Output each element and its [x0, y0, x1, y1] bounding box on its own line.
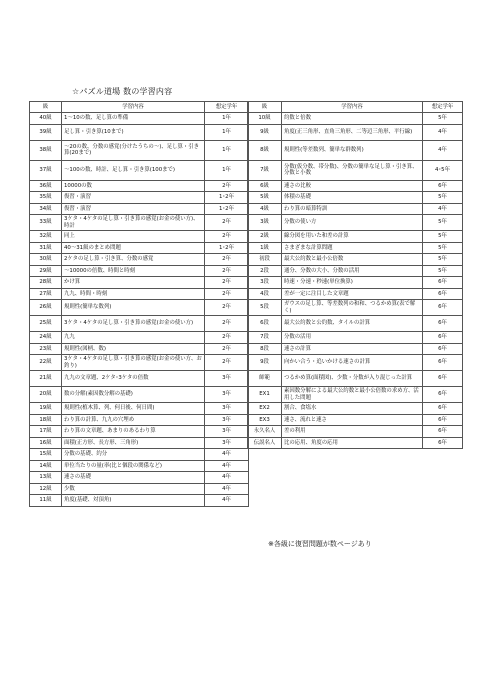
grade-cell: 6年: [423, 332, 463, 344]
level-cell: 4段: [248, 288, 282, 300]
grade-cell: 4年: [205, 483, 249, 495]
level-cell: 16級: [30, 437, 62, 449]
table-row: [30, 124, 249, 140]
level-cell: 伝説名人: [248, 437, 282, 449]
level-cell: 2級: [248, 231, 282, 243]
table-row: [248, 355, 463, 371]
content-cell: わり算の計算、九九の穴埋め: [62, 414, 205, 426]
table-row: [30, 371, 249, 387]
grade-cell: 2年: [205, 316, 249, 332]
table-row: [30, 472, 249, 484]
table-row: [30, 343, 249, 355]
table-row: [248, 215, 463, 231]
grade-cell: 2年: [205, 215, 249, 231]
grade-cell: 1･2年: [205, 203, 249, 215]
level-cell: 6級: [248, 180, 282, 192]
grade-cell: 4年: [423, 140, 463, 160]
grade-cell: 1年: [205, 124, 249, 140]
level-cell: 21級: [30, 371, 62, 387]
level-cell: EX3: [248, 414, 282, 426]
table-row: [248, 140, 463, 160]
grade-cell: 2年: [205, 300, 249, 316]
table-row: [248, 426, 463, 438]
level-cell: 32級: [30, 231, 62, 243]
table-row: [30, 242, 249, 254]
header-level: 級: [248, 102, 282, 113]
content-cell: ～100の数、時計、足し算・引き算(100まで): [62, 160, 205, 180]
table-row: [30, 426, 249, 438]
level-cell: 34級: [30, 203, 62, 215]
content-cell: 3ケタ・4ケタの足し算・引き算の感覚(お金の使い方): [62, 316, 205, 332]
table-row: [30, 332, 249, 344]
content-cell: わり算の暗算特訓: [282, 203, 423, 215]
content-cell: 最大公約数と最小公倍数: [282, 254, 423, 266]
table-row: [248, 124, 463, 140]
level-cell: EX2: [248, 403, 282, 415]
table-row: [248, 371, 463, 387]
grade-cell: 5年: [423, 254, 463, 266]
content-cell: 体積の基礎: [282, 192, 423, 204]
level-cell: 12級: [30, 483, 62, 495]
grade-cell: 6年: [423, 403, 463, 415]
table-row: [248, 288, 463, 300]
level-cell: 10級: [248, 113, 282, 125]
content-cell: 分数(仮分数、帯分数)、分数の簡単な足し算・引き算、分数と小数: [282, 160, 423, 180]
grade-cell: 5年: [423, 242, 463, 254]
level-cell: 19級: [30, 403, 62, 415]
content-cell: 復習・演習: [62, 192, 205, 204]
grade-cell: 4年: [423, 203, 463, 215]
grade-cell: 2年: [205, 288, 249, 300]
level-cell: 31級: [30, 242, 62, 254]
table-row: [30, 300, 249, 316]
grade-cell: 5年: [423, 215, 463, 231]
level-cell: 30級: [30, 254, 62, 266]
grade-cell: 4年: [205, 449, 249, 461]
level-cell: 27級: [30, 288, 62, 300]
level-cell: 9段: [248, 355, 282, 371]
content-cell: 40～31級のまとめ問題: [62, 242, 205, 254]
grade-cell: 3年: [205, 403, 249, 415]
level-cell: 2段: [248, 265, 282, 277]
content-cell: つるかめ算(面積図)、少数・分数が入り混じった計算: [282, 371, 423, 387]
header-grade: 想定学年: [423, 102, 463, 113]
grade-cell: 2年: [205, 254, 249, 266]
table-row: [30, 403, 249, 415]
level-cell: 24級: [30, 332, 62, 344]
table-row: [30, 265, 249, 277]
content-cell: 通分、分数の大小、分数の活用: [282, 265, 423, 277]
grade-cell: 2年: [205, 277, 249, 289]
content-cell: 時速・分速・秒速(単位換算): [282, 277, 423, 289]
level-cell: 26級: [30, 300, 62, 316]
content-cell: 2ケタの足し算・引き算、分数の感覚: [62, 254, 205, 266]
level-cell: 3段: [248, 277, 282, 289]
page-title: ☆パズル道場 数の学習内容: [72, 87, 173, 96]
grade-cell: 3年: [205, 414, 249, 426]
content-cell: 復習・演習: [62, 203, 205, 215]
content-cell: 角度(正三角形、直角三角形、二等辺三角形、平行線): [282, 124, 423, 140]
content-cell: ～20の数、分数の感覚(分けたうちの～)、足し算・引き算(20まで): [62, 140, 205, 160]
table-row: [248, 231, 463, 243]
level-cell: 35級: [30, 192, 62, 204]
content-cell: 差の利用: [282, 426, 423, 438]
level-cell: 39級: [30, 124, 62, 140]
content-cell: 速さの計算: [282, 343, 423, 355]
content-cell: 規則性(簡単な数列): [62, 300, 205, 316]
header-level: 級: [30, 102, 62, 113]
table-row: [248, 265, 463, 277]
grade-cell: 6年: [423, 437, 463, 449]
content-cell: 約数と倍数: [282, 113, 423, 125]
table-row: [30, 495, 249, 507]
level-cell: 37級: [30, 160, 62, 180]
table-row: [248, 180, 463, 192]
level-cell: 17級: [30, 426, 62, 438]
level-cell: 18級: [30, 414, 62, 426]
level-cell: 28級: [30, 277, 62, 289]
content-cell: 少数: [62, 483, 205, 495]
grade-cell: 6年: [423, 371, 463, 387]
header-content: 学習内容: [282, 102, 423, 113]
grade-cell: 5年: [423, 231, 463, 243]
level-cell: 25級: [30, 316, 62, 332]
grade-cell: 5年: [423, 192, 463, 204]
content-cell: 比の応用、角度の応用: [282, 437, 423, 449]
level-cell: 33級: [30, 215, 62, 231]
table-row: [30, 460, 249, 472]
table-row: [30, 215, 249, 231]
header-row: [248, 102, 463, 113]
table-row: [30, 483, 249, 495]
grade-cell: 2年: [205, 231, 249, 243]
table-row: [30, 355, 249, 371]
grade-cell: 2年: [205, 265, 249, 277]
level-cell: 4級: [248, 203, 282, 215]
table-row: [248, 300, 463, 316]
grade-cell: 4年: [423, 124, 463, 140]
level-cell: 38級: [30, 140, 62, 160]
grade-cell: 4･5年: [423, 160, 463, 180]
content-cell: 速さ、流れと速さ: [282, 414, 423, 426]
table-row: [248, 343, 463, 355]
content-cell: 九九、時間・時刻: [62, 288, 205, 300]
level-cell: 8段: [248, 343, 282, 355]
content-cell: 九九の文章題、2ケタ･3ケタの倍数: [62, 371, 205, 387]
content-cell: 分数の活用: [282, 332, 423, 344]
table-row: [248, 113, 463, 125]
level-cell: 1級: [248, 242, 282, 254]
content-cell: 足し算・引き算(10まで): [62, 124, 205, 140]
level-cell: 29級: [30, 265, 62, 277]
level-cell: 13級: [30, 472, 62, 484]
level-cell: 23級: [30, 343, 62, 355]
table-row: [30, 387, 249, 403]
grade-cell: 4年: [205, 460, 249, 472]
grade-cell: 1･2年: [205, 242, 249, 254]
grade-cell: 3年: [205, 426, 249, 438]
level-cell: 15級: [30, 449, 62, 461]
right-curriculum-table: [247, 101, 463, 449]
grade-cell: 6年: [423, 426, 463, 438]
content-cell: さまざまな計算問題: [282, 242, 423, 254]
level-cell: 5級: [248, 192, 282, 204]
table-row: [248, 192, 463, 204]
content-cell: かけ算: [62, 277, 205, 289]
content-cell: 規則性(等差数列、簡単な群数列): [282, 140, 423, 160]
table-row: [30, 254, 249, 266]
table-row: [30, 437, 249, 449]
content-cell: 向かい合う・追いかける速さの計算: [282, 355, 423, 371]
grade-cell: 6年: [423, 387, 463, 403]
content-cell: 10000の数: [62, 180, 205, 192]
grade-cell: 1年: [205, 160, 249, 180]
level-cell: 初段: [248, 254, 282, 266]
table-row: [248, 277, 463, 289]
grade-cell: 4年: [205, 472, 249, 484]
level-cell: 7級: [248, 160, 282, 180]
content-cell: 速さの比較: [282, 180, 423, 192]
level-cell: 22級: [30, 355, 62, 371]
grade-cell: 2年: [205, 343, 249, 355]
level-cell: 3級: [248, 215, 282, 231]
grade-cell: 6年: [423, 288, 463, 300]
content-cell: 規則性(図柄、数): [62, 343, 205, 355]
level-cell: 40級: [30, 113, 62, 125]
left-curriculum-table: [29, 101, 249, 507]
grade-cell: 2年: [205, 180, 249, 192]
level-cell: 14級: [30, 460, 62, 472]
content-cell: 3ケタ・4ケタの足し算・引き算の感覚(お金の使い方)、時計: [62, 215, 205, 231]
table-row: [248, 387, 463, 403]
content-cell: ガウスの足し算、等差数列の和和、つるかめ算(表で解く): [282, 300, 423, 316]
level-cell: 8級: [248, 140, 282, 160]
table-row: [248, 332, 463, 344]
level-cell: 師範: [248, 371, 282, 387]
content-cell: 差が一定に注目した文章題: [282, 288, 423, 300]
grade-cell: 6年: [423, 414, 463, 426]
grade-cell: 2年: [205, 355, 249, 371]
table-row: [248, 316, 463, 332]
content-cell: 数の分解(素因数分解の基礎): [62, 387, 205, 403]
content-cell: 速さの基礎: [62, 472, 205, 484]
table-row: [30, 160, 249, 180]
level-cell: 7段: [248, 332, 282, 344]
level-cell: 9級: [248, 124, 282, 140]
content-cell: 割合、食塩水: [282, 403, 423, 415]
level-cell: 11級: [30, 495, 62, 507]
grade-cell: 6年: [423, 316, 463, 332]
content-cell: わり算の文章題、あまりのあるわり算: [62, 426, 205, 438]
content-cell: 角度(基礎、対頂角): [62, 495, 205, 507]
table-row: [30, 414, 249, 426]
level-cell: 5段: [248, 300, 282, 316]
level-cell: 36級: [30, 180, 62, 192]
content-cell: 規則性(植木算、列、何日後、何日間): [62, 403, 205, 415]
table-row: [248, 254, 463, 266]
table-row: [248, 414, 463, 426]
grade-cell: 4年: [205, 495, 249, 507]
content-cell: 九九: [62, 332, 205, 344]
grade-cell: 6年: [423, 180, 463, 192]
content-cell: 線分図を用いた和差の計算: [282, 231, 423, 243]
content-cell: 同上: [62, 231, 205, 243]
table-row: [30, 140, 249, 160]
grade-cell: 6年: [423, 277, 463, 289]
table-row: [248, 403, 463, 415]
grade-cell: 1･2年: [205, 192, 249, 204]
table-row: [30, 316, 249, 332]
table-row: [30, 449, 249, 461]
grade-cell: 6年: [423, 343, 463, 355]
grade-cell: 1年: [205, 140, 249, 160]
level-cell: EX1: [248, 387, 282, 403]
level-cell: 20級: [30, 387, 62, 403]
grade-cell: 6年: [423, 355, 463, 371]
content-cell: ～10000の倍数、時間と時刻: [62, 265, 205, 277]
table-row: [248, 242, 463, 254]
grade-cell: 1年: [205, 113, 249, 125]
content-cell: 分数の使い方: [282, 215, 423, 231]
header-row: [30, 102, 249, 113]
content-cell: 面積(正方形、長方形、三角形): [62, 437, 205, 449]
content-cell: 3ケタ・4ケタの足し算・引き算の感覚(お金の使い方、お釣り): [62, 355, 205, 371]
table-row: [248, 437, 463, 449]
grade-cell: 6年: [423, 300, 463, 316]
content-cell: 最大公約数と公約数、タイルの計算: [282, 316, 423, 332]
table-row: [30, 113, 249, 125]
table-row: [248, 160, 463, 180]
table-row: [30, 203, 249, 215]
grade-cell: 2年: [205, 332, 249, 344]
table-row: [30, 288, 249, 300]
grade-cell: 3年: [205, 387, 249, 403]
table-row: [30, 180, 249, 192]
level-cell: 6段: [248, 316, 282, 332]
grade-cell: 5年: [423, 113, 463, 125]
table-row: [30, 277, 249, 289]
table-row: [30, 231, 249, 243]
grade-cell: 5年: [423, 265, 463, 277]
content-cell: 1～10の数、足し算の準備: [62, 113, 205, 125]
table-row: [30, 192, 249, 204]
grade-cell: 3年: [205, 437, 249, 449]
table-row: [248, 203, 463, 215]
level-cell: 永久名人: [248, 426, 282, 438]
header-content: 学習内容: [62, 102, 205, 113]
header-grade: 想定学年: [205, 102, 249, 113]
content-cell: 分数の基礎、約分: [62, 449, 205, 461]
review-note: ※各級に復習問題が数ページあり: [268, 540, 372, 548]
content-cell: 単位当たりの量(率(比と個段の関係など): [62, 460, 205, 472]
content-cell: 素因数分解による最大公約数と最小公倍数の求め方、活用した問題: [282, 387, 423, 403]
grade-cell: 3年: [205, 371, 249, 387]
